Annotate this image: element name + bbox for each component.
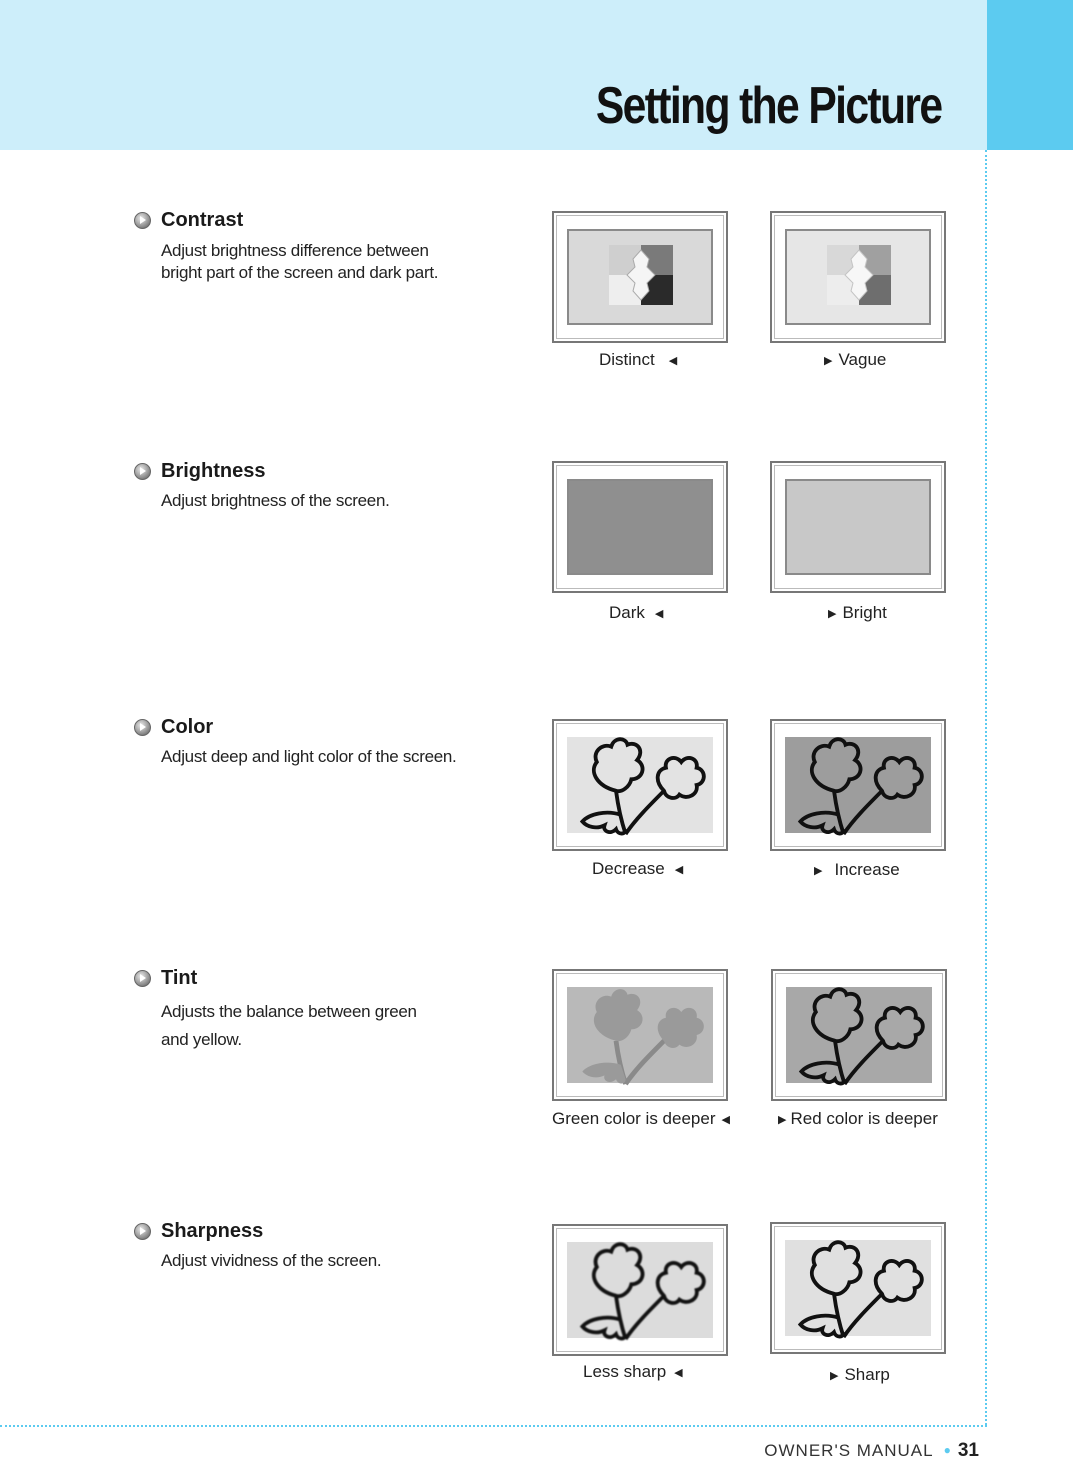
right-dotted-divider: [985, 150, 987, 1425]
brightness-bright-image: [770, 461, 946, 593]
right-arrow-icon: ▶: [828, 608, 837, 620]
less-sharp-caption: Less sharp ◀: [583, 1362, 683, 1381]
color-decrease-image: [552, 719, 728, 851]
decrease-caption: Decrease ◀: [592, 859, 684, 878]
contrast-title: Contrast: [161, 209, 244, 231]
sharpness-less-image: [552, 1224, 728, 1356]
dot-icon: ●: [943, 1443, 952, 1457]
brightness-dark-image: [552, 461, 728, 593]
right-arrow-icon: ▶: [778, 1114, 787, 1126]
right-arrow-icon: ▶: [830, 1370, 839, 1382]
color-title: Color: [161, 716, 214, 738]
bullet-icon: [134, 970, 151, 987]
right-arrow-icon: ▶: [824, 355, 833, 367]
dark-caption: Dark ◀: [609, 603, 664, 622]
left-arrow-icon: ◀: [674, 1367, 683, 1379]
bright-caption: ▶ Bright: [828, 603, 887, 622]
left-arrow-icon: ◀: [674, 864, 684, 876]
red-deeper-caption: ▶ Red color is deeper: [778, 1109, 938, 1128]
left-arrow-icon: ◀: [721, 1114, 730, 1126]
contrast-description: Adjust brightness difference between bright part of the screen and dark part.: [161, 241, 439, 282]
brightness-description: Adjust brightness of the screen.: [161, 491, 390, 510]
sharpness-description: Adjust vividness of the screen.: [161, 1251, 382, 1270]
footer-label: OWNER'S MANUAL: [764, 1441, 934, 1460]
sharpness-title: Sharpness: [161, 1220, 264, 1242]
tint-title: Tint: [161, 967, 198, 989]
color-description: Adjust deep and light color of the screen.: [161, 747, 457, 766]
tint-red-image: [771, 969, 947, 1101]
green-deeper-caption: Green color is deeper ◀: [552, 1109, 730, 1128]
left-arrow-icon: ◀: [668, 355, 678, 367]
brightness-title: Brightness: [161, 460, 266, 482]
right-arrow-icon: ▶: [814, 865, 823, 877]
header-accent-tab: [987, 0, 1073, 150]
bottom-dotted-divider: [0, 1425, 987, 1427]
contrast-distinct-image: [552, 211, 728, 343]
page-number: 31: [957, 1440, 979, 1461]
sharpness-sharp-image: [770, 1222, 946, 1354]
left-arrow-icon: ◀: [654, 608, 664, 620]
tint-description: Adjusts the balance between green and yellow.: [161, 1002, 417, 1049]
tint-green-image: [552, 969, 728, 1101]
bullet-icon: [134, 212, 151, 229]
increase-caption: ▶ Increase: [814, 860, 900, 879]
distinct-caption: Distinct ◀: [599, 350, 678, 369]
bullet-icon: [134, 719, 151, 736]
sharp-caption: ▶ Sharp: [830, 1365, 890, 1384]
bullet-icon: [134, 463, 151, 480]
vague-caption: ▶ Vague: [824, 350, 887, 369]
contrast-vague-image: [770, 211, 946, 343]
bullet-icon: [134, 1223, 151, 1240]
page-title: Setting the Picture: [595, 77, 941, 135]
color-increase-image: [770, 719, 946, 851]
